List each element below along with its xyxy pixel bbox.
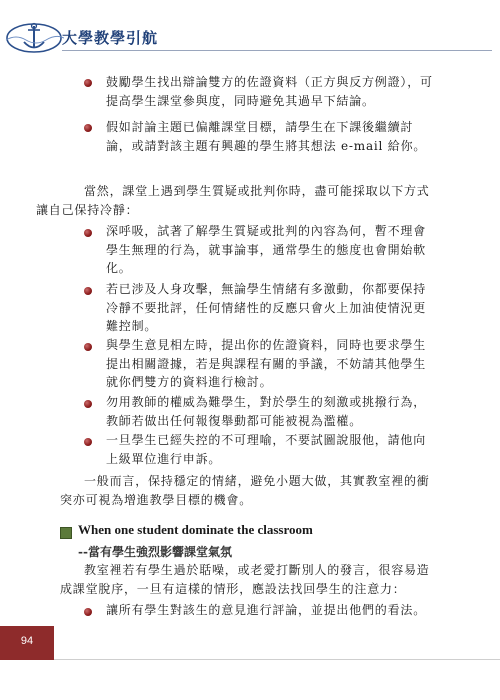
section-marker-icon bbox=[60, 527, 72, 539]
page-header bbox=[0, 0, 500, 62]
section-title: When one student dominate the classroom bbox=[78, 522, 313, 537]
bullet-marker-icon bbox=[84, 287, 92, 295]
bullet-marker-icon bbox=[84, 124, 92, 132]
page-number: 94 bbox=[20, 635, 34, 647]
bullet-item: 若已涉及人身攻擊，無論學生情緒有多激動，你都要保持 冷靜不要批評，任何情緒性的反應只會火上加油使情況更 難控制。 bbox=[106, 282, 427, 333]
bullet-marker-icon bbox=[84, 229, 92, 237]
bullet-item: 假如討論主題已偏離課堂目標，請學生在下課後繼續討 論，或請對該主題有興趣的學生將其想法 e-mail 給你。 bbox=[106, 120, 427, 153]
bullet-marker-icon bbox=[84, 438, 92, 446]
section-subtitle: --當有學生強烈影響課堂氣氛 bbox=[78, 545, 232, 559]
bullet-marker-icon bbox=[84, 343, 92, 351]
bullet-marker-icon bbox=[84, 400, 92, 408]
bullet-item: 深呼吸，試著了解學生質疑或批判的內容為何，暫不理會 學生無理的行為，就事論事，通常學生的態度也會開始軟 化。 bbox=[106, 224, 427, 275]
section-paragraph: 教室裡若有學生過於聒噪，或老愛打斷別人的發言，很容易造 成課堂脫序，一旦有這樣的情形，應設法找回學生的注意力： bbox=[60, 563, 430, 596]
bullet-item: 勿用教師的權威為難學生，對於學生的刻激或挑撥行為， 教師若做出任何報復舉動都可能被視為濫權。 bbox=[106, 395, 427, 428]
intro-paragraph: 當然，課堂上遇到學生質疑或批判你時，盡可能採取以下方式 讓自己保持冷靜： bbox=[36, 184, 430, 217]
anchor-logo-icon bbox=[4, 20, 64, 56]
footer-divider bbox=[54, 659, 500, 660]
summary-paragraph: 一般而言，保持穩定的情緒，避免小題大做，其實教室裡的衝 突亦可視為增進教學目標的機會。 bbox=[60, 474, 430, 507]
bullet-item: 讓所有學生對該生的意見進行評論，並提出他們的看法。 bbox=[106, 603, 427, 617]
bullet-marker-icon bbox=[84, 608, 92, 616]
header-title: 大學教學引航 bbox=[62, 29, 159, 47]
bullet-item: 鼓勵學生找出辯論雙方的佐證資料（正方與反方例證），可 提高學生課堂參與度，同時避免其過早下結論。 bbox=[106, 75, 433, 108]
bullet-marker-icon bbox=[84, 79, 92, 87]
header-divider bbox=[62, 50, 492, 51]
bullet-item: 與學生意見相左時，提出你的佐證資料，同時也要求學生 提出相關證據，若是與課程有關的爭議，不妨請其他學生 就你們雙方的資料進行檢討。 bbox=[106, 338, 427, 389]
bullet-item: 一旦學生已經失控的不可理喻，不要試圖說服他，請他向 上級單位進行申訴。 bbox=[106, 433, 427, 466]
